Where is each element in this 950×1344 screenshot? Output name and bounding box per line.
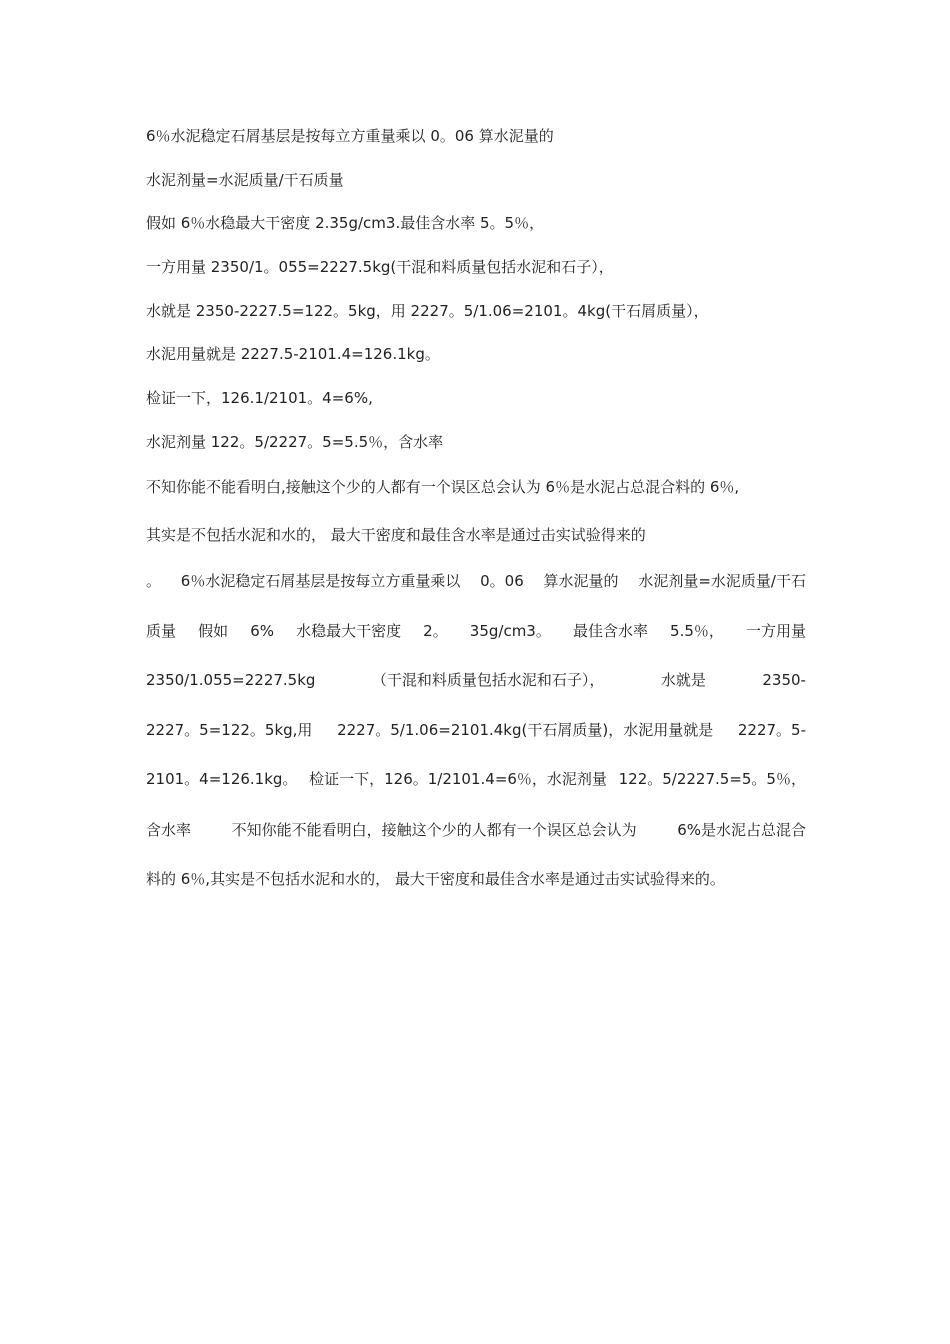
justified-line — [146, 720, 806, 740]
text-segment: 假如 — [198, 622, 229, 640]
text-line: 不知你能不能看明白,接触这个少的人都有一个误区总会认为 6％是水泥占总混合料的 6％, — [146, 478, 740, 496]
text-segment: 2227。5=122。5kg,用 — [146, 721, 313, 739]
text-segment: 122。5/2227.5=5。5％， — [618, 770, 806, 788]
text-line: 水泥用量就是 2227.5-2101.4=126.1kg。 — [146, 345, 440, 363]
justified-line — [146, 820, 806, 840]
text-segment: 最佳含水率 — [572, 622, 648, 640]
text-segment: 不知你能不能看明白，接触这个少的人都有一个误区总会认为 — [231, 821, 637, 839]
text-segment: 2227。5/1.06=2101.4kg(干石屑质量)，水泥用量就是 — [337, 721, 714, 739]
text-segment: 6%是水泥占总混合 — [677, 821, 806, 839]
justified-line — [146, 571, 806, 591]
text-segment: 2350/1.055=2227.5kg — [146, 671, 316, 689]
text-line: 假如 6％水稳最大干密度 2.35g/cm3.最佳含水率 5。5％， — [146, 214, 545, 232]
text-segment: 6% — [250, 622, 274, 640]
text-segment: 质量 — [146, 622, 177, 640]
text-line: 6％水泥稳定石屑基层是按每立方重量乘以 0。06 算水泥量的 — [146, 127, 554, 145]
justified-line — [146, 769, 806, 789]
text-segment: 算水泥量的 — [543, 572, 619, 590]
text-segment: （干混和料质量包括水泥和石子）， — [371, 671, 605, 689]
text-segment: 6％水泥稳定石屑基层是按每立方重量乘以 — [180, 572, 461, 590]
text-line: 水泥剂量=水泥质量/干石质量 — [146, 171, 344, 189]
justified-line — [146, 621, 806, 641]
text-line: 检证一下，126.1/2101。4=6%, — [146, 389, 373, 407]
text-line: 料的 6％,其实是不包括水泥和水的， 最大干密度和最佳含水率是通过击实试验得来的。 — [146, 870, 725, 888]
text-segment: 。 — [146, 572, 162, 590]
text-segment: 2350- — [762, 671, 806, 689]
text-segment: 水就是 — [660, 671, 706, 689]
text-line: 水就是 2350-2227.5=122。5kg，用 2227。5/1.06=2101。4kg(干石屑质量）， — [146, 302, 709, 320]
text-line: 其实是不包括水泥和水的， 最大干密度和最佳含水率是通过击实试验得来的 — [146, 526, 646, 544]
text-line: 水泥剂量 122。5/2227。5=5.5％，含水率 — [146, 433, 444, 451]
text-segment: 水泥剂量=水泥质量/干石 — [638, 572, 806, 590]
justified-line — [146, 670, 806, 690]
text-segment: 0。06 — [480, 572, 524, 590]
text-segment: 5.5％， — [670, 622, 724, 640]
text-segment: 检证一下，126。1/2101.4=6％，水泥剂量 — [309, 770, 607, 788]
text-segment: 35g/cm3。 — [469, 622, 551, 640]
text-segment: 水稳最大干密度 — [296, 622, 402, 640]
text-segment: 2101。4=126.1kg。 — [146, 770, 298, 788]
text-segment: 2227。5- — [737, 721, 806, 739]
text-segment: 含水率 — [146, 821, 192, 839]
text-line: 一方用量 2350/1。055=2227.5kg(干混和料质量包括水泥和石子）， — [146, 258, 614, 276]
text-segment: 2。 — [423, 622, 448, 640]
text-segment: 一方用量 — [745, 622, 806, 640]
